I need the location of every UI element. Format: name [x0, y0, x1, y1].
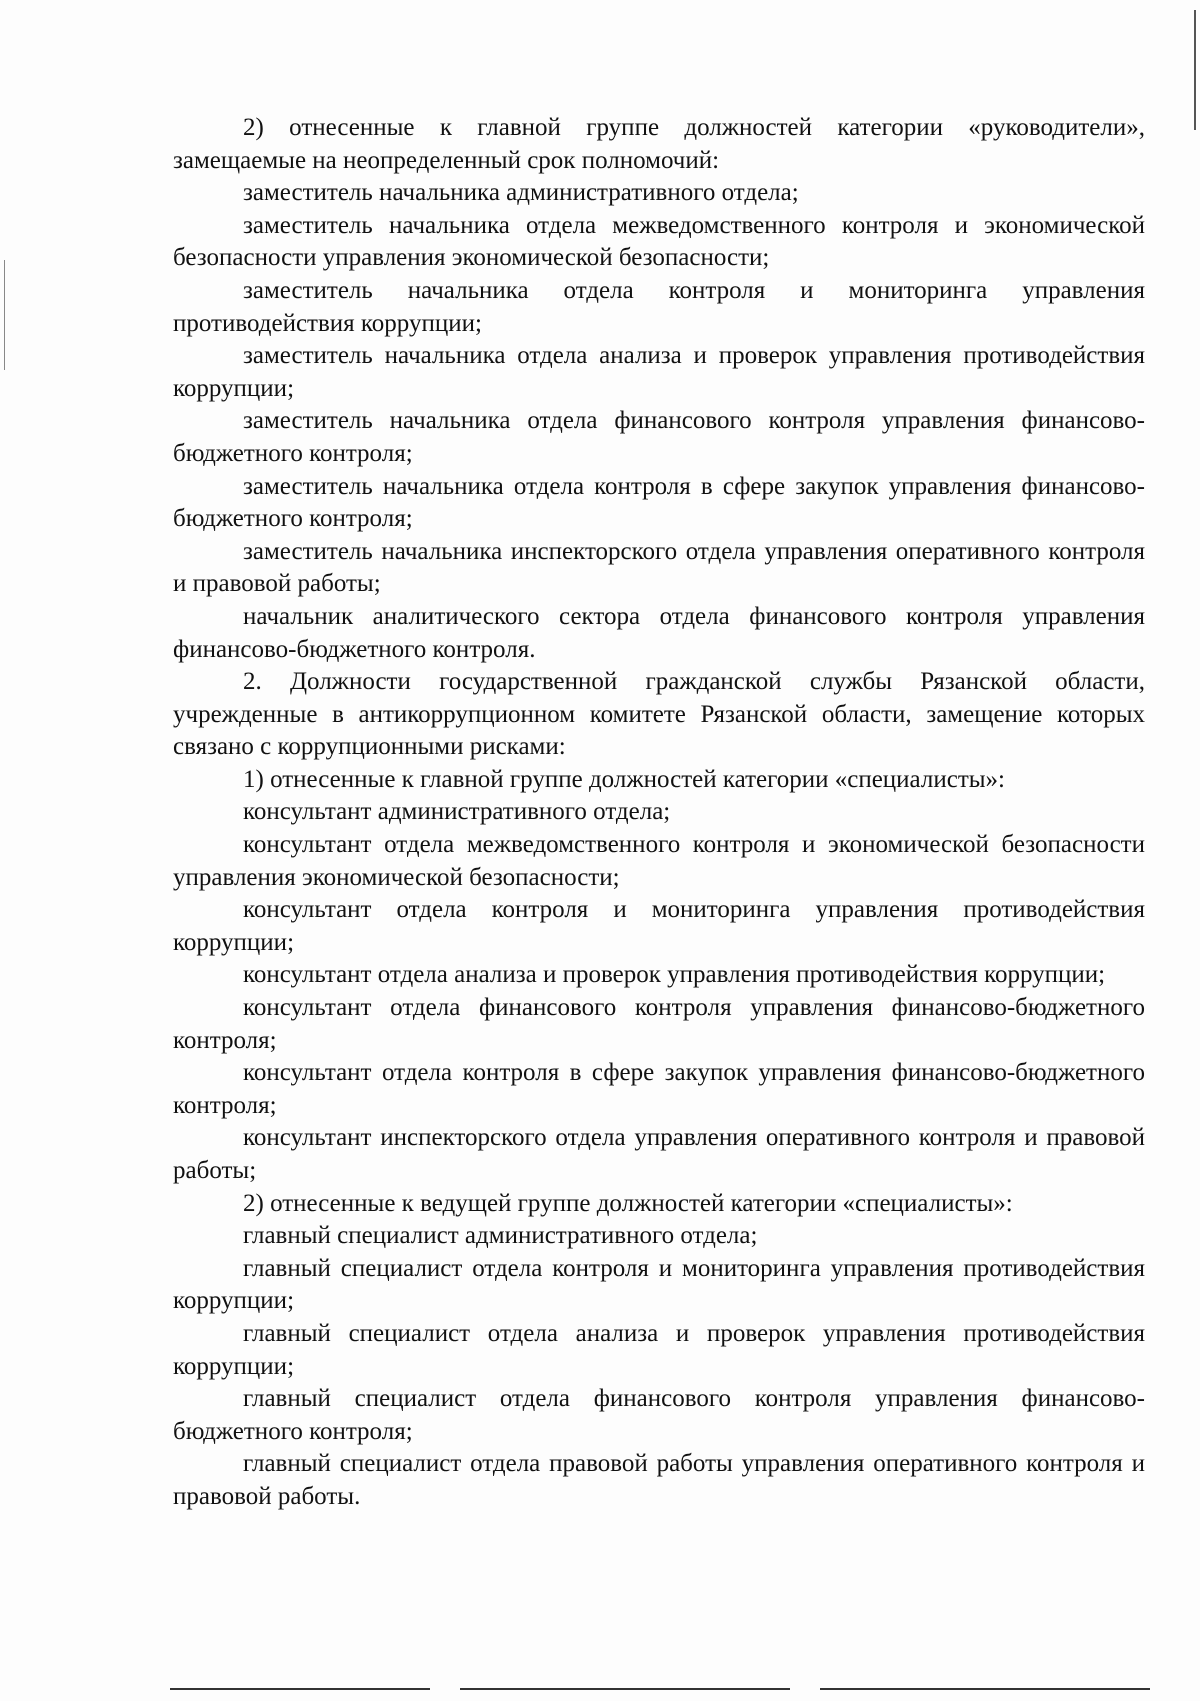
paragraph: заместитель начальника административного отдела; — [243, 179, 799, 207]
paragraph: 2. Должности государственной гражданской службы Рязанской области, учрежденные в антикоррупционном комитете Рязанской области, замещение которых связано с коррупционными рисками: — [173, 668, 1145, 761]
paragraph: заместитель начальника инспекторского отдела управления оперативного контроля и правовой работы; — [173, 537, 1145, 598]
paragraph: главный специалист административного отдела; — [243, 1222, 758, 1250]
paragraph: консультант отдела межведомственного контроля и экономической безопасности управления экономической безопасности; — [173, 831, 1145, 891]
paragraph: главный специалист отдела контроля и мониторинга управления противодействия коррупции; — [173, 1254, 1145, 1315]
scan-edge-mark — [170, 1688, 430, 1690]
paragraph: консультант отдела контроля в сфере закупок управления финансово-бюджетного контроля; — [173, 1059, 1145, 1119]
paragraph: заместитель начальника отдела контроля и мониторинга управления противодействия коррупции; — [173, 276, 1145, 337]
paragraph: консультант отдела контроля и мониторинга управления противодействия коррупции; — [173, 896, 1145, 956]
paragraph: консультант инспекторского отдела управления оперативного контроля и правовой работы; — [173, 1124, 1145, 1184]
paragraph: заместитель начальника отдела анализа и проверок управления противодействия коррупции; — [173, 342, 1145, 402]
paragraph: заместитель начальника отдела контроля в сфере закупок управления финансово-бюджетного контроля; — [173, 472, 1145, 533]
scan-edge-mark — [460, 1688, 790, 1690]
paragraph: 1) отнесенные к главной группе должностей категории «специалисты»: — [243, 765, 1005, 793]
paragraph: заместитель начальника отдела межведомственного контроля и экономической безопасности управления экономической безопасности; — [173, 211, 1145, 272]
paragraph: консультант отдела анализа и проверок управления противодействия коррупции; — [243, 961, 1106, 989]
paragraph: 2) отнесенные к главной группе должностей категории «руководители», замещаемые на неопределенный срок полномочий: — [173, 114, 1145, 174]
paragraph: консультант административного отдела; — [243, 798, 671, 826]
scan-edge-mark — [4, 260, 5, 370]
paragraph: главный специалист отдела анализа и проверок управления противодействия коррупции; — [173, 1319, 1145, 1380]
document-body — [173, 112, 1145, 1514]
scan-edge-mark — [820, 1688, 1150, 1690]
paragraph: консультант отдела финансового контроля управления финансово-бюджетного контроля; — [173, 994, 1145, 1054]
paragraph: заместитель начальника отдела финансового контроля управления финансово-бюджетного контроля; — [173, 407, 1145, 467]
paragraph: 2) отнесенные к ведущей группе должностей категории «специалисты»: — [243, 1189, 1013, 1217]
paragraph: начальник аналитического сектора отдела финансового контроля управления финансово-бюджетного контроля. — [173, 602, 1145, 663]
scan-edge-mark — [1194, 10, 1196, 130]
paragraph: главный специалист отдела правовой работы управления оперативного контроля и правовой работы. — [173, 1450, 1145, 1510]
paragraph: главный специалист отдела финансового контроля управления финансово-бюджетного контроля; — [173, 1385, 1145, 1445]
